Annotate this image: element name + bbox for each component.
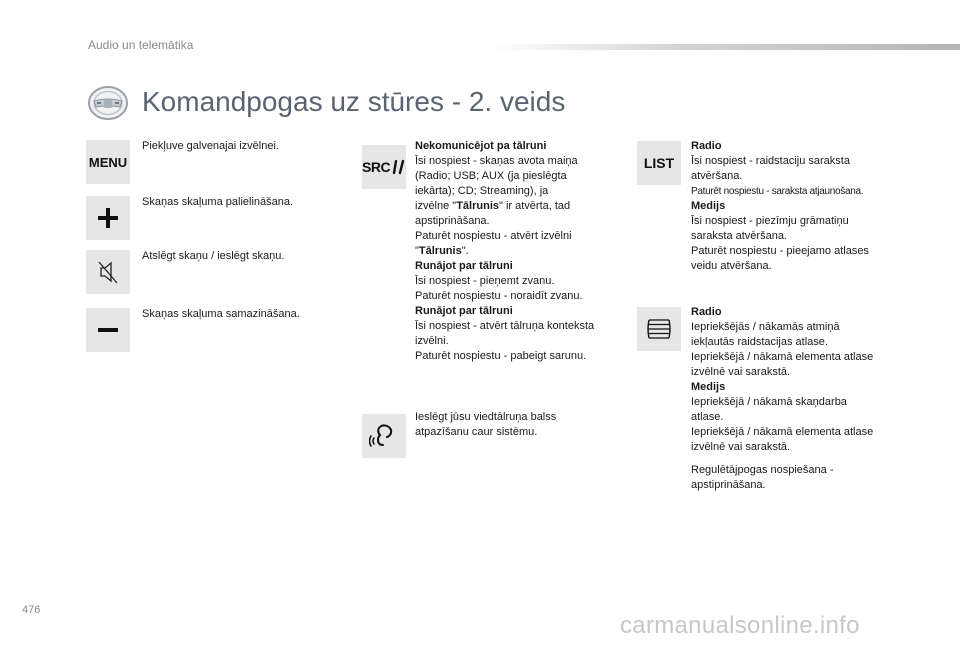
- voice-command-description: [415, 410, 615, 440]
- list-line: Paturēt nospiestu - saraksta atjaunošana.: [691, 186, 864, 197]
- menu-label: MENU: [88, 154, 128, 170]
- voice-line: Ieslēgt jūsu viedtālruņa balss: [415, 411, 557, 423]
- wheel-line: izvēlnē vai sarakstā.: [691, 441, 791, 453]
- page-number: 476: [22, 604, 41, 616]
- voice-command-button[interactable]: [362, 414, 406, 458]
- wheel-line: Iepriekšējā / nākamā skaņdarba: [691, 396, 847, 408]
- list-heading-radio: Radio: [691, 140, 722, 152]
- list-line: saraksta atvēršana.: [691, 230, 787, 242]
- wheel-line: Iepriekšējā / nākamā elementa atlase: [691, 351, 874, 363]
- src-line: izvēlni.: [415, 335, 449, 347]
- list-line: veidu atvēršana.: [691, 260, 772, 272]
- volume-down-button[interactable]: [86, 308, 130, 352]
- src-label: SRC: [362, 159, 391, 175]
- mute-icon: [94, 258, 122, 286]
- src-line: Paturēt nospiestu - pabeigt sarunu.: [415, 350, 587, 362]
- section-header: Audio un telemātika: [88, 38, 194, 52]
- voice-line: atpazīšanu caur sistēmu.: [415, 426, 538, 438]
- phone-call-icon: [392, 159, 406, 175]
- src-line: Paturēt nospiestu - noraidīt zvanu.: [415, 290, 583, 302]
- src-line: (Radio; USB; AUX (ja pieslēgta: [415, 170, 567, 182]
- volume-up-button[interactable]: [86, 196, 130, 240]
- src-line: izvēlne "Tālrunis" ir atvērta, tad: [415, 200, 571, 212]
- wheel-line: atlase.: [691, 411, 724, 423]
- src-line: apstiprināšana.: [415, 215, 490, 227]
- wheel-line: izvēlnē vai sarakstā.: [691, 366, 791, 378]
- wheel-line: Iepriekšējās / nākamās atmiņā: [691, 321, 840, 333]
- menu-description: Piekļuve galvenajai izvēlnei.: [142, 140, 279, 152]
- thumbwheel-control[interactable]: [637, 307, 681, 351]
- wheel-line: Iepriekšējā / nākamā elementa atlase: [691, 426, 874, 438]
- plus-icon: [96, 206, 120, 230]
- list-heading-media: Medijs: [691, 200, 726, 212]
- watermark: carmanualsonline.info: [620, 612, 860, 639]
- menu-button[interactable]: [86, 140, 130, 184]
- thumbwheel-description: [691, 305, 901, 493]
- voice-command-icon: [369, 421, 399, 451]
- src-heading-1: Nekomunicējot pa tālruni: [415, 140, 547, 152]
- mute-button[interactable]: [86, 250, 130, 294]
- volume-up-description: Skaņas skaļuma palielināšana.: [142, 196, 294, 208]
- src-description: [415, 139, 625, 364]
- wheel-heading-radio: Radio: [691, 306, 722, 318]
- src-heading-3: Runājot par tālruni: [415, 305, 513, 317]
- list-line: Paturēt nospiestu - pieejamo atlases: [691, 245, 869, 257]
- list-description: [691, 139, 901, 274]
- wheel-line: Regulētājpogas nospiešana -: [691, 464, 834, 476]
- src-line: iekārta); CD; Streaming), ja: [415, 185, 549, 197]
- wheel-line: iekļautās raidstacijas atlase.: [691, 336, 828, 348]
- src-heading-2: Runājot par tālruni: [415, 260, 513, 272]
- src-line: Īsi nospiest - pieņemt zvanu.: [415, 275, 555, 287]
- mute-description: Atslēgt skaņu / ieslēgt skaņu.: [142, 250, 285, 262]
- src-line: "Tālrunis".: [415, 245, 469, 257]
- src-line: Paturēt nospiestu - atvērt izvēlni: [415, 230, 572, 242]
- src-button[interactable]: [362, 145, 406, 189]
- header-bar: [490, 44, 960, 50]
- list-line: Īsi nospiest - raidstaciju saraksta: [691, 155, 850, 167]
- list-line: Īsi nospiest - piezīmju grāmatiņu: [691, 215, 849, 227]
- list-button[interactable]: [637, 141, 681, 185]
- thumbwheel-icon: [644, 314, 674, 344]
- list-line: atvēršana.: [691, 170, 743, 182]
- wheel-line: apstiprināšana.: [691, 479, 766, 491]
- wheel-heading-media: Medijs: [691, 381, 726, 393]
- src-line: Īsi nospiest - atvērt tālruņa konteksta: [415, 320, 595, 332]
- page-title: Komandpogas uz stūres - 2. veids: [142, 86, 566, 117]
- steering-wheel-icon: [86, 83, 130, 123]
- list-label: LIST: [643, 155, 675, 171]
- src-line: Īsi nospiest - skaņas avota maiņa: [415, 155, 578, 167]
- minus-icon: [96, 318, 120, 342]
- volume-down-description: Skaņas skaļuma samazināšana.: [142, 308, 300, 320]
